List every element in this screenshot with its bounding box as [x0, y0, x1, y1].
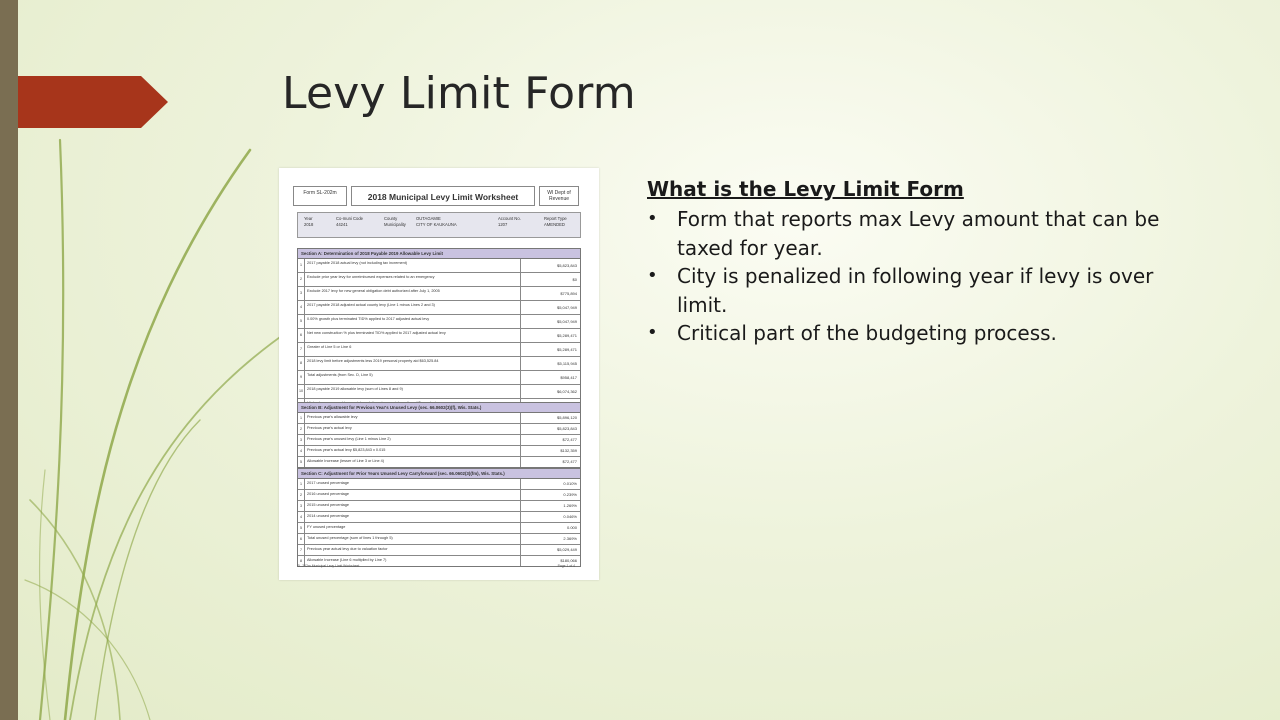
row-number: 5: [298, 315, 305, 328]
worksheet-row: [298, 385, 580, 399]
bullet-dot-icon: •: [647, 208, 658, 229]
row-value: 0.010%: [520, 479, 580, 489]
row-description: Total unused percentage (sum of lines 1 through 5): [307, 536, 393, 540]
row-number: 8: [298, 357, 305, 370]
info-year-label: Year: [304, 216, 313, 221]
row-description: Previous year's actual levy: [307, 426, 352, 430]
worksheet-agency: WI Dept of Revenue: [539, 186, 579, 206]
row-number: 8: [298, 556, 305, 566]
slide-content: [647, 175, 1167, 348]
row-description: 2018 payable 2019 allowable levy (sum of Lines 8 and 9): [307, 387, 403, 391]
bullet-item: [647, 319, 1167, 348]
row-description: 2015 unused percentage: [307, 503, 350, 507]
worksheet-row: [298, 534, 580, 545]
row-value: 0.046%: [520, 512, 580, 522]
row-value: $5,896,120: [520, 413, 580, 423]
section-b-header: Section B: Adjustment for Previous Year's Unused Levy (sec. 66.0602(3)(f), Wis. Stats.): [298, 403, 580, 413]
bullet-dot-icon: •: [647, 322, 658, 343]
row-number: 4: [298, 446, 305, 456]
row-description: Allowable Increase (lesser of Line 3 or Line 4): [307, 459, 385, 463]
worksheet-form-id: Form SL-202m: [293, 186, 347, 206]
row-value: $132,359: [520, 446, 580, 456]
row-description: Previous year's actual levy $5,823,843 x 0.015: [307, 448, 386, 452]
worksheet-row: [298, 357, 580, 371]
bullet-text: City is penalized in following year if levy is over limit.: [677, 264, 1154, 317]
worksheet-section-c: [297, 468, 581, 567]
worksheet-row: [298, 343, 580, 357]
worksheet-row: [298, 435, 580, 446]
row-description: FY unused percentage: [307, 525, 346, 529]
info-report-type: AMENDED: [544, 222, 565, 227]
info-co-muni-code-label: Co-muni Code: [336, 216, 363, 221]
bullet-item: [647, 262, 1167, 319]
worksheet-header: [293, 186, 579, 208]
row-description: Allowable Increase (Line 6 multiplied by Line 7): [307, 558, 387, 562]
slide-title: Levy Limit Form: [282, 68, 636, 119]
row-value: $5,289,471: [520, 343, 580, 356]
row-value: $5,289,471: [520, 329, 580, 342]
worksheet-row: [298, 329, 580, 343]
row-value: $0: [520, 273, 580, 286]
worksheet-row: [298, 413, 580, 424]
decorative-swirl-lines: [0, 0, 320, 720]
row-description: 2016 unused percentage: [307, 492, 350, 496]
info-municipality-label: Municipality: [384, 222, 406, 227]
row-number: 1: [298, 259, 305, 272]
row-value: 0.000: [520, 523, 580, 533]
worksheet-row: [298, 259, 580, 273]
row-value: $5,115,945: [520, 357, 580, 370]
row-value: 2.369%: [520, 534, 580, 544]
row-description: Total adjustments (from Sec. D, Line 5): [307, 373, 373, 377]
row-value: $5,047,949: [520, 301, 580, 314]
row-number: 5: [298, 523, 305, 533]
row-value: $5,823,843: [520, 259, 580, 272]
info-municipality: CITY OF KAUKAUNA: [416, 222, 457, 227]
worksheet-row: [298, 523, 580, 534]
row-value: 0.239%: [520, 490, 580, 500]
row-number: 6: [298, 534, 305, 544]
info-report-type-label: Report Type: [544, 216, 567, 221]
row-value: 1.269%: [520, 501, 580, 511]
info-account-label: Account No.: [498, 216, 521, 221]
row-description: 0.00% growth plus terminated TID% applied to 2017 adjusted actual levy: [307, 317, 430, 321]
row-number: 10: [298, 385, 305, 398]
row-description: Greater of Line 5 or Line 6: [307, 345, 352, 349]
worksheet-info-box: [297, 212, 581, 238]
worksheet-footer: [297, 564, 581, 568]
row-value: $5,029,449: [520, 545, 580, 555]
worksheet-row: [298, 273, 580, 287]
worksheet-section-b: [297, 402, 581, 468]
worksheet-row: [298, 424, 580, 435]
worksheet-row: [298, 545, 580, 556]
info-year: 2018: [304, 222, 314, 227]
worksheet-footer-left: SL-202m Municipal Levy Limit Worksheet: [297, 564, 360, 568]
bullet-text: Form that reports max Levy amount that can be taxed for year.: [677, 207, 1160, 260]
row-number: 7: [298, 343, 305, 356]
row-description: Exclude 2017 levy for new general obligation debt authorized after July 1, 2005: [307, 289, 440, 293]
row-number: 1: [298, 479, 305, 489]
row-number: 3: [298, 435, 305, 445]
row-number: 9: [298, 371, 305, 384]
row-description: Previous year's unused levy (Line 1 minus Line 2): [307, 437, 391, 441]
worksheet-row: [298, 287, 580, 301]
row-number: 7: [298, 545, 305, 555]
info-co-muni-code: 44241: [336, 222, 348, 227]
worksheet-row: [298, 501, 580, 512]
row-number: 2: [298, 424, 305, 434]
row-description: 2017 unused percentage: [307, 481, 350, 485]
row-description: Previous year's allowable levy: [307, 415, 358, 419]
row-number: 4: [298, 301, 305, 314]
worksheet-row: [298, 301, 580, 315]
worksheet-row: [298, 512, 580, 523]
worksheet-row: [298, 457, 580, 467]
row-description: 2014 unused percentage: [307, 514, 350, 518]
row-number: 2: [298, 273, 305, 286]
info-account: 1207: [498, 222, 508, 227]
worksheet-title: 2018 Municipal Levy Limit Worksheet: [351, 186, 535, 206]
content-subheading: What is the Levy Limit Form: [647, 177, 964, 201]
info-county: OUTAGAMIE: [416, 216, 441, 221]
row-number: 4: [298, 512, 305, 522]
row-number: 1: [298, 413, 305, 423]
worksheet-row: [298, 446, 580, 457]
row-description: Exclude prior year levy for unreimbursed expenses related to an emergency: [307, 275, 435, 279]
bullet-text: Critical part of the budgeting process.: [677, 321, 1057, 345]
row-value: $958,417: [520, 371, 580, 384]
row-number: 6: [298, 329, 305, 342]
row-value: $72,477: [520, 457, 580, 467]
bullet-list: [647, 205, 1167, 348]
row-number: 5: [298, 457, 305, 467]
row-value: $5,823,843: [520, 424, 580, 434]
row-number: 3: [298, 287, 305, 300]
worksheet-section-a: [297, 248, 581, 413]
row-value: $775,894: [520, 287, 580, 300]
row-value: $180,066: [520, 556, 580, 566]
worksheet-row: [298, 315, 580, 329]
section-c-header: Section C: Adjustment for Prior Years Unused Levy Carryforward (sec. 66.0602(3)(fm), Wis. Stats.): [298, 469, 580, 479]
row-number: 2: [298, 490, 305, 500]
row-description: Net new construction % plus terminated TID% applied to 2017 adjusted actual levy: [307, 331, 446, 335]
worksheet-row: [298, 479, 580, 490]
worksheet-page-number: Page 1 of 4: [557, 564, 575, 568]
bullet-dot-icon: •: [647, 265, 658, 286]
info-county-label: County: [384, 216, 398, 221]
row-value: $72,477: [520, 435, 580, 445]
row-value: $6,074,362: [520, 385, 580, 398]
worksheet-row: [298, 490, 580, 501]
row-description: 2017 payable 2018 actual levy (not including tax increment): [307, 261, 408, 265]
row-description: 2018 levy limit before adjustments less 2019 personal property aid $63,525.84: [307, 359, 439, 363]
levy-limit-worksheet-image: [279, 168, 599, 580]
row-value: $5,047,949: [520, 315, 580, 328]
worksheet-row: [298, 371, 580, 385]
section-a-header: Section A: Determination of 2018 Payable 2019 Allowable Levy Limit: [298, 249, 580, 259]
bullet-item: [647, 205, 1167, 262]
row-description: Previous year actual levy due to valuation factor: [307, 547, 388, 551]
row-number: 3: [298, 501, 305, 511]
row-description: 2017 payable 2018 adjusted actual county levy (Line 1 minus Lines 2 and 3): [307, 303, 435, 307]
